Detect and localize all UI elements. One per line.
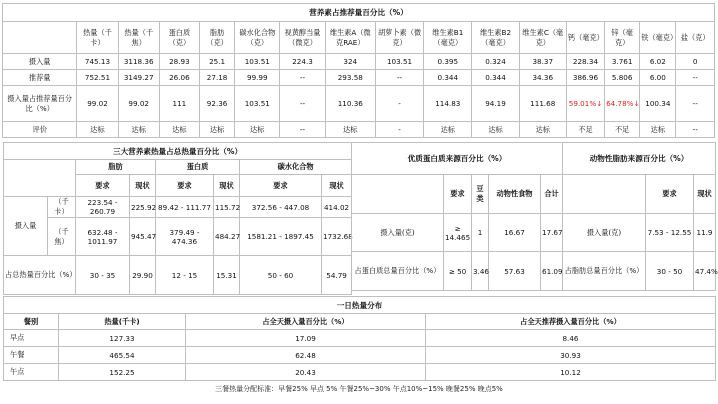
table-cell: 47.4% <box>694 252 716 291</box>
unit-label: （千卡） <box>48 197 76 218</box>
sub-header-bean: 豆类 <box>472 175 489 214</box>
table-cell: 465.54 <box>59 347 186 364</box>
table-cell: 0.344 <box>424 70 472 86</box>
table-cell: 50 - 60 <box>240 256 322 295</box>
row-label: 摄入量(克) <box>352 214 444 252</box>
table-cell: -- <box>676 122 715 138</box>
table-cell: 223.54 - 260.79 <box>76 197 130 218</box>
table-cell: 372.56 - 447.08 <box>240 197 322 218</box>
col-header: 盐（克） <box>676 22 715 54</box>
table-cell: 228.34 <box>566 54 604 70</box>
table-cell: 30 - 35 <box>76 256 130 295</box>
nutrient-row-recommended <box>3 70 715 86</box>
col-header-rec: 占全天推荐摄入量百分比（%） <box>426 314 716 330</box>
row-label: 推荐量 <box>3 70 77 86</box>
table-cell: 103.51 <box>235 86 280 122</box>
table-cell: 达标 <box>118 122 159 138</box>
unit-label: （千焦） <box>48 218 76 256</box>
sub-header-req: 要求 <box>646 175 694 214</box>
table-cell: - <box>375 122 423 138</box>
table-cell: 1 <box>472 214 489 252</box>
table-cell: -- <box>280 86 325 122</box>
table-cell: 99.02 <box>118 86 159 122</box>
corner-cell <box>3 22 77 54</box>
sub-header-cur: 现状 <box>322 175 352 197</box>
table-cell: 3149.27 <box>118 70 159 86</box>
table-cell: 127.33 <box>59 330 186 347</box>
col-header: 维生素A（微克RAE） <box>325 22 375 54</box>
table-cell: 752.51 <box>77 70 118 86</box>
table-cell: 61.09 <box>541 252 563 291</box>
table-cell: 54.79 <box>322 256 352 295</box>
sub-header-cur: 现状 <box>694 175 716 214</box>
table-cell: 29.90 <box>130 256 156 295</box>
table-cell: 达标 <box>77 122 118 138</box>
table-row <box>4 330 716 347</box>
daily-table <box>3 296 716 381</box>
table-cell: -- <box>375 70 423 86</box>
table-cell: 111 <box>159 86 199 122</box>
col-header: 锌（毫克） <box>605 22 640 54</box>
table-cell: 386.96 <box>566 70 604 86</box>
sub-header-req: 要求 <box>444 175 472 214</box>
col-header-carb: 碳水化合物 <box>240 160 352 175</box>
corner-cell <box>4 160 76 197</box>
table-cell: - <box>375 86 423 122</box>
col-header-meal: 餐别 <box>4 314 59 330</box>
table-cell: -- <box>280 122 325 138</box>
table-cell: 114.83 <box>424 86 472 122</box>
col-header: 维生素C（毫克） <box>519 22 566 54</box>
table-cell: 1581.21 - 1897.45 <box>240 218 322 256</box>
table-cell: 28.93 <box>159 54 199 70</box>
col-header: 维生素B1（毫克） <box>424 22 472 54</box>
nutrient-header-row <box>3 22 715 54</box>
meal-label: 早点 <box>4 330 59 347</box>
table-cell: 达标 <box>159 122 199 138</box>
nutrient-table <box>2 3 715 138</box>
table-cell: 34.36 <box>519 70 566 86</box>
table-cell: 达标 <box>325 122 375 138</box>
row-label: 摄入量占推荐量百分比（%） <box>3 86 77 122</box>
distribution-note: 三餐热量分配标准：早餐25% 早点 5% 午餐25%~30% 午点10%~15% 晚餐25% 晚点5% <box>215 385 503 393</box>
row-label: 摄入量 <box>4 197 48 256</box>
col-header-kcal: 热量(千卡) <box>59 314 186 330</box>
table-cell: 达标 <box>424 122 472 138</box>
table-cell: -- <box>280 70 325 86</box>
col-header: 铁（毫克） <box>640 22 676 54</box>
table-cell: 11.9 <box>694 214 716 252</box>
table-cell: 27.18 <box>200 70 235 86</box>
table-cell: 30.93 <box>426 347 716 364</box>
table-cell: 17.67 <box>541 214 563 252</box>
row-label: 占蛋白质总量百分比（%） <box>352 252 444 291</box>
col-header: 视黄醇当量（微克） <box>280 22 325 54</box>
table-cell: 379.49 - 474.36 <box>156 218 214 256</box>
macro-table-section <box>3 142 351 290</box>
table-cell: 745.13 <box>77 54 118 70</box>
deficit-cell-calcium: 59.01%↓ <box>566 86 604 122</box>
table-cell: 10.12 <box>426 364 716 381</box>
table-cell: 17.09 <box>186 330 426 347</box>
table-row <box>4 364 716 381</box>
col-header: 碳水化合物（克） <box>235 22 280 54</box>
table-cell: 不足 <box>566 122 604 138</box>
table-cell: 0.324 <box>472 54 519 70</box>
table-cell: 达标 <box>472 122 519 138</box>
table-cell: 20.43 <box>186 364 426 381</box>
protein-table-title: 优质蛋白质来源百分比（%） <box>352 143 563 175</box>
nutrient-row-percent <box>3 86 715 122</box>
protein-table-section <box>351 142 562 290</box>
macro-table-title: 三大营养素热量占总热量百分比（%） <box>4 143 352 160</box>
table-cell: 99.99 <box>235 70 280 86</box>
table-cell: 89.42 - 111.77 <box>156 197 214 218</box>
table-cell: 达标 <box>200 122 235 138</box>
table-cell: 324 <box>325 54 375 70</box>
nutrient-row-evaluation <box>3 122 715 138</box>
table-cell: 15.31 <box>214 256 240 295</box>
deficit-cell-zinc: 64.78%↓ <box>605 86 640 122</box>
daily-table-title: 一日热量分布 <box>4 297 716 314</box>
table-cell: -- <box>676 70 715 86</box>
table-cell: 0.395 <box>424 54 472 70</box>
sub-header-req: 要求 <box>240 175 322 197</box>
table-cell: 103.51 <box>375 54 423 70</box>
table-cell: 111.68 <box>519 86 566 122</box>
animal-fat-table-section <box>562 142 718 290</box>
table-cell: 414.02 <box>322 197 352 218</box>
col-header: 脂肪（克） <box>200 22 235 54</box>
row-label: 占总热量百分比（%） <box>4 256 76 295</box>
table-cell: ≥ 50 <box>444 252 472 291</box>
table-cell: 945.47 <box>130 218 156 256</box>
corner-cell <box>352 175 444 214</box>
col-header: 蛋白质（克） <box>159 22 199 54</box>
protein-table <box>351 142 563 291</box>
table-cell: 达标 <box>640 122 676 138</box>
col-header-fat: 脂肪 <box>76 160 156 175</box>
col-header-protein: 蛋白质 <box>156 160 240 175</box>
sub-header-cur: 现状 <box>214 175 240 197</box>
table-cell: 484.27 <box>214 218 240 256</box>
meal-label: 午餐 <box>4 347 59 364</box>
table-cell: 3.761 <box>605 54 640 70</box>
nutrient-table-section <box>2 3 715 138</box>
table-cell: 6.00 <box>640 70 676 86</box>
sub-header-cur: 现状 <box>130 175 156 197</box>
table-cell: 7.53 - 12.55 <box>646 214 694 252</box>
table-cell: 3.46 <box>472 252 489 291</box>
col-header: 钙（毫克） <box>566 22 604 54</box>
table-cell: 6.02 <box>640 54 676 70</box>
table-cell: 94.19 <box>472 86 519 122</box>
table-cell: 99.02 <box>77 86 118 122</box>
table-cell: 110.36 <box>325 86 375 122</box>
table-cell: 达标 <box>235 122 280 138</box>
table-cell: 8.46 <box>426 330 716 347</box>
table-cell: 103.51 <box>235 54 280 70</box>
col-header: 维生素B2（毫克） <box>472 22 519 54</box>
table-cell: -- <box>676 86 715 122</box>
nutrient-table-title: 营养素占推荐量百分比（%） <box>3 4 715 22</box>
corner-cell <box>563 175 646 214</box>
table-cell: 达标 <box>519 122 566 138</box>
table-cell: 25.1 <box>200 54 235 70</box>
table-cell: ≥ 14.465 <box>444 214 472 252</box>
macro-table <box>3 142 352 295</box>
meal-label: 午点 <box>4 364 59 381</box>
table-cell: 632.48 - 1011.97 <box>76 218 130 256</box>
sub-header-total: 合计 <box>541 175 563 214</box>
table-cell: 92.36 <box>200 86 235 122</box>
daily-table-section <box>3 296 715 380</box>
table-cell: 3118.36 <box>118 54 159 70</box>
table-cell: 30 - 50 <box>646 252 694 291</box>
table-cell: 12 - 15 <box>156 256 214 295</box>
table-cell: 115.72 <box>214 197 240 218</box>
table-cell: 224.3 <box>280 54 325 70</box>
sub-header-animal: 动物性食物 <box>489 175 541 214</box>
table-cell: 57.63 <box>489 252 541 291</box>
table-cell: 62.48 <box>186 347 426 364</box>
table-cell: 26.06 <box>159 70 199 86</box>
table-cell: 不足 <box>605 122 640 138</box>
row-label: 占脂肪总量百分比（%） <box>563 252 646 291</box>
table-cell: 225.92 <box>130 197 156 218</box>
animal-fat-table-title: 动物性脂肪来源百分比（%） <box>563 143 716 175</box>
row-label: 摄入量(克) <box>563 214 646 252</box>
table-cell: 100.34 <box>640 86 676 122</box>
animal-fat-table <box>562 142 716 291</box>
table-cell: 0 <box>676 54 715 70</box>
col-header: 热量（千卡） <box>77 22 118 54</box>
col-header-pct: 占全天摄入量百分比（%） <box>186 314 426 330</box>
sub-header-req: 要求 <box>156 175 214 197</box>
sub-header-req: 要求 <box>76 175 130 197</box>
row-label: 评价 <box>3 122 77 138</box>
table-row <box>4 347 716 364</box>
nutrient-row-intake <box>3 54 715 70</box>
table-cell: 16.67 <box>489 214 541 252</box>
col-header: 胡萝卜素（微克） <box>375 22 423 54</box>
row-label: 摄入量 <box>3 54 77 70</box>
table-cell: 152.25 <box>59 364 186 381</box>
table-cell: 293.58 <box>325 70 375 86</box>
table-cell: 5.806 <box>605 70 640 86</box>
table-cell: 0.344 <box>472 70 519 86</box>
table-cell: 1732.68 <box>322 218 352 256</box>
col-header: 热量（千焦） <box>118 22 159 54</box>
table-cell: 38.37 <box>519 54 566 70</box>
